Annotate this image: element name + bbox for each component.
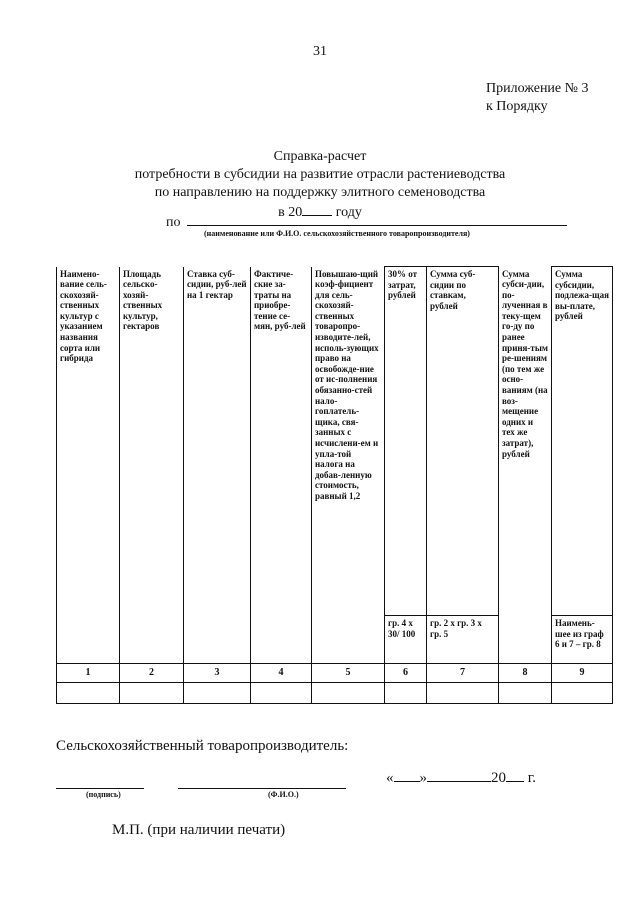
fio-blank[interactable] [178,788,346,789]
data-cell[interactable] [251,683,312,704]
data-cell[interactable] [57,683,120,704]
recipient-caption: (наименование или Ф.И.О. сельскохозяйственного товаропроизводителя) [204,229,470,238]
fio-caption: (Ф.И.О.) [268,790,299,799]
date-year-suffix: г. [527,770,536,786]
data-cell[interactable] [184,683,251,704]
data-cell[interactable] [385,683,427,704]
data-cell[interactable] [427,683,499,704]
recipient-prefix: по [166,215,181,230]
formula-cell: Наимень-шее из граф 6 и 7 – гр. 8 [552,616,613,664]
header-cell: Сумма суб-сидии по ставкам, рублей [427,267,499,616]
day-blank[interactable] [394,768,420,782]
title-year-prefix: в 20 [278,205,303,220]
table-column-numbers-row [57,664,613,683]
title-year-suffix: году [335,205,362,220]
formula-cell-empty [184,616,251,664]
formula-cell-empty [499,616,552,664]
year-blank[interactable] [506,768,524,782]
appendix-line-1: Приложение № 3 [486,81,589,96]
formula-cell: гр. 2 х гр. 3 х гр. 5 [427,616,499,664]
data-cell[interactable] [552,683,613,704]
formula-cell: гр. 4 х 30/ 100 [385,616,427,664]
data-cell[interactable] [312,683,385,704]
column-number: 5 [312,664,385,683]
date-close-quote: » [419,770,427,786]
formula-cell-empty [251,616,312,664]
title-line-3: по направлению на поддержку элитного семеноводства [154,185,486,200]
header-cell: Сумма субсидии, подлежа-щая вы-плате, рублей [552,267,613,616]
page-number: 31 [313,44,327,59]
month-blank[interactable] [427,768,491,782]
header-cell: 30% от затрат, рублей [385,267,427,616]
data-cell[interactable] [499,683,552,704]
date-open-quote: « [386,770,394,786]
header-cell: Наимено-вание сель-скохозяй-ственных культур с указанием названия сорта или гибрида [57,267,120,616]
column-number: 8 [499,664,552,683]
header-cell: Сумма субси-дии, по-лученная в теку-щем го-ду по ранее приня-тым ре-шениям (по тем же осно-ваниям (на воз-мещение одних и тех же затрат), рублей [499,267,552,616]
formula-cell-empty [57,616,120,664]
column-number: 3 [184,664,251,683]
column-number: 9 [552,664,613,683]
column-number: 6 [385,664,427,683]
date-line [386,768,536,787]
table-row [57,683,613,704]
header-cell: Фактиче-ские за-траты на приобре-тение се-мян, руб-лей [251,267,312,616]
column-number: 2 [120,664,184,683]
calculation-table [56,266,613,704]
formula-cell-empty [120,616,184,664]
column-number: 7 [427,664,499,683]
stamp-note: М.П. (при наличии печати) [112,822,286,838]
header-cell: Повышаю-щий коэф-фициент для сель-скохозяй-ственных товаропро-изводите-лей, исполь-зующих право на освобожде-ние от ис-полнения обязанно-стей нало-гоплатель-щика, свя-занных с исчислени-ем и упла-той налога на добав-ленную стоимость, равный 1,2 [312,267,385,616]
formula-cell-empty [312,616,385,664]
column-number: 4 [251,664,312,683]
recipient-blank[interactable] [187,212,567,226]
table-header-row [57,267,613,616]
signature-blank[interactable] [56,788,144,789]
document-title [0,148,640,222]
appendix-line-2: к Порядку [486,99,548,114]
appendix-reference [486,80,589,116]
title-line-1: Справка-расчет [273,149,367,164]
title-line-2: потребности в субсидии на развитие отрасли растениеводства [134,167,506,182]
signature-caption: (подпись) [86,790,121,799]
date-year-prefix: 20 [491,770,506,786]
data-cell[interactable] [120,683,184,704]
producer-label: Сельскохозяйственный товаропроизводитель: [56,738,349,754]
header-cell: Площадь сельско-хозяй-ственных культур, гектаров [120,267,184,616]
header-cell: Ставка суб-сидии, руб-лей на 1 гектар [184,267,251,616]
column-number: 1 [57,664,120,683]
table-formula-row [57,616,613,664]
